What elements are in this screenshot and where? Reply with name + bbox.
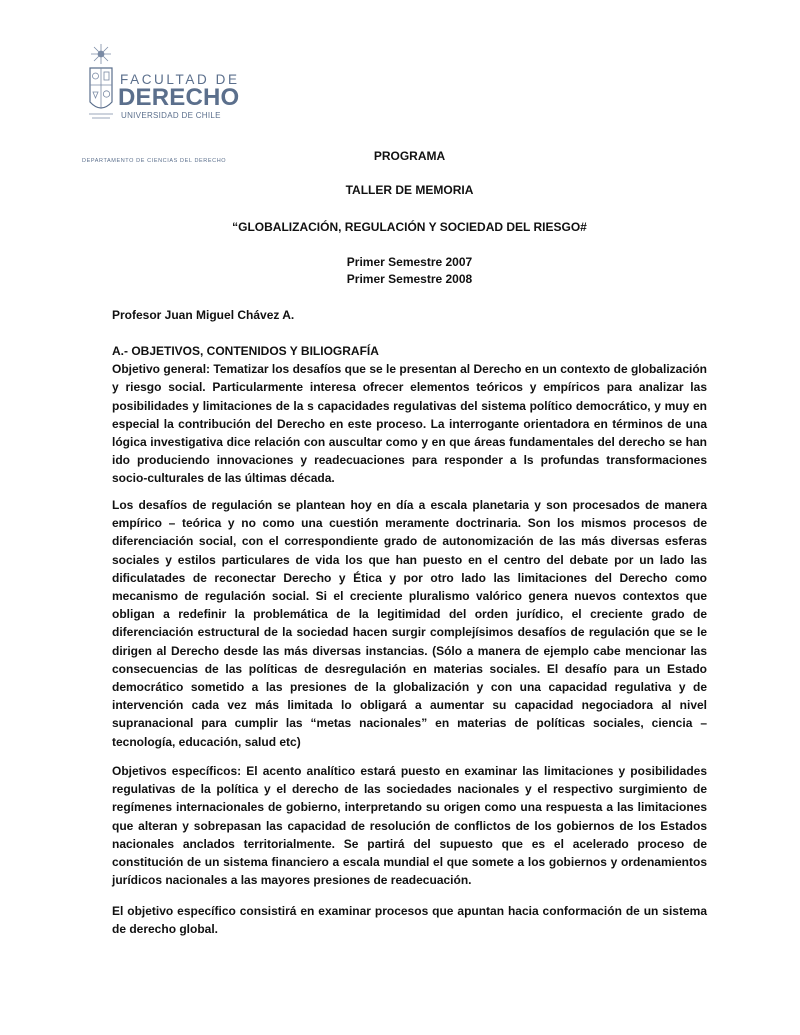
paragraph-objetivo-final-text: El objetivo específico consistirá en examinar procesos que apuntan hacia conformación de un sistema de derecho global. [112,904,707,937]
course-title: “GLOBALIZACIÓN, REGULACIÓN Y SOCIEDAD DEL RIESGO# [232,220,587,234]
logo-department-text: DEPARTAMENTO DE CIENCIAS DEL DERECHO [82,158,227,164]
logo-facultad-text: FACULTAD DE [120,72,240,87]
semester-lines [112,254,707,288]
section-title: A.- OBJETIVOS, CONTENIDOS Y BILIOGRAFÍA [112,344,379,358]
faculty-logo [80,42,260,164]
paragraph-objetivo-final [112,902,707,938]
paragraph-objetivos-especificos-text: Objetivos específicos: El acento analítico estará puesto en examinar las limitaciones y posibilidades regulativas de la política y el derecho de las sociedades nacionales y el respectivo surgimiento de regímenes internacionales de gobierno, interpretando su origen como una respuesta a las limitaciones que alteran y sobrepasan las capacidad de resolución de conflictos de los gobiernos de los Estados nacionales anclados territorialmente. Se partirá del supuesto que es el acelerado proceso de constitución de un sistema financiero a escala mundial el que somete a los gobiernos y ordenamientos jurídicos nacionales a las mayores presiones de readecuación. [112,764,707,888]
semester-2008: Primer Semestre 2008 [346,272,473,286]
semester-2007: Primer Semestre 2007 [346,255,473,269]
paragraph-desafios-text: Los desafíos de regulación se plantean hoy en día a escala planetaria y son procesados de manera empírico – teórica y no como una cuestión meramente doctrinaria. Son los mismos procesos de diferenciación social, con el correspondiente grado de autonomización de las más diversas esferas sociales y estilos particulares de vida los que han puesto en el centro del debate por un lado las dificulatades de reconectar Derecho y Ética y por otro lado las limitaciones del Derecho como mecanismo de regulación social. Si el creciente pluralismo valórico genera nuevos contextos que obligan a redefinir la problemática de la legitimidad del orden jurídico, el creciente grado de diferenciación estructural de la sociedad hacen surgir complejísimos desafíos de regulación que se le dirigen al Derecho desde las más diversas instancias. (Sólo a manera de ejemplo cabe mencionar las consecuencias de las políticas de desregulación en materias sociales. El desafío para un Estado democrático sometido a las presiones de la globalización y con una capacidad regulativa y de intervención cada vez más limitada lo obligará a aumentar su capacidad negociadora al nivel supranacional para cumplir las “metas nacionales” en materias de políticas sociales, ciencia – tecnología, educación, salud etc) [112,498,707,749]
university-crest-icon [86,42,116,124]
programa-heading: PROGRAMA [373,149,446,163]
professor-name: Profesor Juan Miguel Chávez A. [112,308,295,322]
logo-derecho-text: DERECHO [118,84,240,111]
logo-university-text: UNIVERSIDAD DE CHILE [121,111,221,120]
paragraph-objetivo-general: Objetivo general: Tematizar los desafíos que se le presentan al Derecho en un contexto de globalización y riesgo social. Particularmente interesa ofrecer elementos teóricos y empíricos para analizar las posibilidades y limitaciones de la s capacidades regulativas del sistema político democrático, y muy en especial la contribución del Derecho en este proceso. La interrogante orientadora en términos de una lógica investigativa dice relación con auscultar como y en que áreas fundamentales del derecho se han ido produciendo innovaciones y readecuaciones para responder a ls profundas transformaciones socio-culturales de las últimas década. [112,362,707,486]
paragraph-objetivos-especificos [112,762,707,889]
paragraph-desafios [112,496,707,751]
taller-heading: TALLER DE MEMORIA [345,183,474,197]
section-objectives [112,342,707,488]
